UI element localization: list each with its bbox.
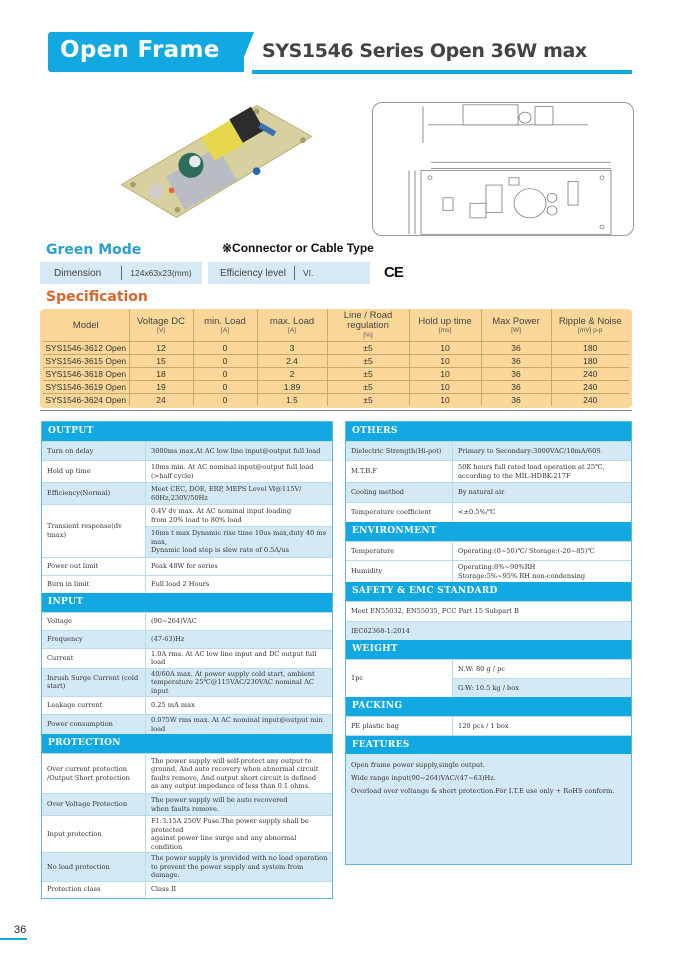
value-line: 0.075W rms max. At AC nominal input@output min load: [151, 716, 323, 733]
row-label: Temperature: [346, 542, 453, 560]
table-cell: 3: [257, 341, 327, 354]
safety-value: Meet EN55032, EN55035, FCC Part 15 Subpart B: [351, 607, 519, 616]
value-line: when faults remove.: [151, 804, 219, 813]
row-value: [146, 816, 332, 852]
table-row: [43, 341, 629, 354]
value-line: (90~264)VAC: [151, 616, 197, 625]
row-label: Current: [42, 649, 146, 668]
table-cell: ±5: [327, 393, 409, 406]
row-label: Voltage: [42, 613, 146, 630]
row-value: [146, 853, 332, 881]
value-line: from 20% load to 80% load: [151, 515, 242, 524]
page-header: [48, 32, 632, 74]
row-value: [146, 442, 332, 460]
table-cell: 36: [481, 393, 551, 406]
protection-header: PROTECTION: [42, 734, 332, 753]
value-line: Operating:8%~90%RH: [458, 563, 536, 571]
table-cell: 10: [409, 380, 481, 393]
value-line: ground, And auto recovery when abnormal circuit: [151, 765, 319, 773]
row-label: Transient response(dv tmax): [42, 505, 146, 557]
column-unit: [mV] p-p: [577, 326, 603, 334]
row-label: Hold up time: [42, 461, 146, 482]
input-row: [42, 714, 332, 734]
value-line: 40/60A max. At power supply cold start, ambient: [151, 669, 315, 678]
others-row: [346, 441, 631, 460]
table-cell: 18: [129, 367, 193, 380]
row-value: [146, 715, 332, 734]
others-rows: [346, 441, 631, 522]
environment-row: [346, 541, 631, 560]
right-spec-panel: [345, 421, 632, 865]
row-value: [453, 461, 631, 482]
feature-item: Overload over voltange & short protection.For I.T.E use only + RoHS conform.: [351, 787, 615, 795]
input-row: [42, 696, 332, 714]
column-label: Ripple & Noise: [558, 316, 622, 327]
column-label: Line / Road regulation: [343, 310, 393, 331]
row-value: [146, 613, 332, 630]
value-line: 0.25 mA max: [151, 701, 195, 710]
product-photo: [110, 90, 325, 230]
row-value: [146, 461, 332, 482]
table-cell: 0: [193, 354, 257, 367]
value-line: temperature 25℃@115VAC/230VAC nominal AC input: [151, 678, 314, 695]
column-label: Voltage DC: [136, 316, 186, 327]
value-line: By natural air: [458, 488, 505, 497]
specification-table-wrap: [40, 309, 632, 408]
table-cell: 180: [551, 341, 629, 354]
safety-row: [346, 621, 631, 640]
value-line: as any output impedance of less than 0.1 ohms.: [151, 782, 311, 790]
row-label: Dielectric Strength(Hi-pot): [346, 442, 453, 460]
value-line: Dynamic load step is slew rate of 0.5A/us: [151, 546, 289, 554]
ce-mark-icon: CE: [384, 264, 403, 281]
table-body: [43, 341, 629, 406]
mechanical-drawing: [372, 102, 634, 236]
column-header: [551, 309, 629, 341]
drawing-svg: [373, 103, 634, 236]
value-line: F1:3.15A 250V Fuse.The power supply shall be protected: [151, 817, 309, 834]
features-header: FEATURES: [346, 735, 631, 754]
table-cell: ±5: [327, 367, 409, 380]
table-cell: 36: [481, 354, 551, 367]
others-row: [346, 502, 631, 522]
column-header: [481, 309, 551, 341]
others-header: OTHERS: [346, 422, 631, 441]
value-line: 10ms min. At AC nominal input@output full load: [151, 463, 314, 471]
packing-value: 120 pcs / 1 box: [458, 721, 509, 730]
table-cell: 10: [409, 393, 481, 406]
separator: [121, 266, 122, 280]
table-cell: 240: [551, 367, 629, 380]
table-cell: 12: [129, 341, 193, 354]
packing-header: PACKING: [346, 697, 631, 716]
page-number: 36: [14, 924, 27, 936]
environment-header: ENVIRONMENT: [346, 522, 631, 541]
value-line: The power supply will be auto recovered: [151, 796, 288, 804]
column-header: [327, 309, 409, 341]
value-line: against power line surge and any abnormal condition: [151, 834, 297, 851]
gross-weight: G.W: 10.5 kg / box: [453, 678, 631, 697]
packing-key: PE plastic bag: [346, 717, 453, 735]
table-cell: 10: [409, 341, 481, 354]
row-label: Humidity: [346, 561, 453, 582]
column-unit: [W]: [511, 326, 521, 334]
value-line: Storage:5%~95% RH non-condensing: [458, 571, 586, 580]
row-label: Frequency: [42, 631, 146, 648]
table-header-row: [43, 309, 629, 341]
row-label: Inrush Surge Current (cold start): [42, 669, 146, 697]
column-header: [43, 309, 129, 341]
model-cell: SYS1546-3624 Open: [43, 393, 129, 406]
value-line: 0.4V dv max. At AC nominal input loading: [151, 507, 292, 515]
table-cell: ±5: [327, 354, 409, 367]
value-line: Full load 2 Hours: [151, 579, 210, 588]
safety-row: [346, 601, 631, 621]
table-cell: 19: [129, 380, 193, 393]
weight-values: [453, 660, 631, 697]
output-row: [42, 575, 332, 593]
column-unit: [A]: [288, 326, 296, 334]
row-label: Input protection: [42, 816, 146, 852]
row-value: [146, 631, 332, 648]
value-line: according to the MIL-HDBK-217F: [458, 471, 571, 480]
value-line: Peak 48W for series: [151, 561, 218, 570]
output-header: OUTPUT: [42, 422, 332, 441]
others-row: [346, 460, 631, 482]
row-label: No load protection: [42, 853, 146, 881]
weight-key: 1pc: [346, 660, 453, 697]
table-cell: 0: [193, 367, 257, 380]
value-line: 60Hz,230V/50Hz: [151, 493, 208, 502]
row-label: Over Voltage Protection: [42, 794, 146, 815]
row-label: Protection class: [42, 882, 146, 898]
row-label: Leakage current: [42, 697, 146, 714]
safety-header: SAFETY & EMC STANDARD: [346, 582, 631, 601]
column-header: [257, 309, 327, 341]
output-row: [42, 441, 332, 460]
separator: [294, 266, 295, 280]
header-tag: Open Frame: [60, 37, 220, 63]
net-weight: N.W: 80 g / pc: [458, 664, 505, 673]
value-line: faults remove, And output short circuit is defined: [151, 773, 317, 782]
row-value: [146, 754, 332, 793]
column-label: Model: [72, 319, 99, 331]
output-row: [42, 557, 332, 575]
specification-title: Specification: [46, 289, 148, 305]
table-cell: 10: [409, 367, 481, 380]
connector-note: ※Connector or Cable Type: [222, 241, 374, 255]
column-unit: [A]: [221, 326, 229, 334]
output-row: [42, 460, 332, 482]
column-unit: [V]: [157, 326, 165, 334]
row-value: [146, 794, 332, 815]
specification-table: [43, 309, 629, 406]
row-value: [146, 483, 332, 504]
row-value: [146, 697, 332, 714]
protection-rows: [42, 753, 332, 898]
protection-row: [42, 793, 332, 815]
value-line: The power supply is provided with no load operation: [151, 854, 328, 862]
column-header: [193, 309, 257, 341]
environment-rows: [346, 541, 631, 582]
feature-item: Wide range input(90~264)VAC/(47~63)Hz.: [351, 774, 496, 782]
row-label: Turn on delay: [42, 442, 146, 460]
value-line: (>half cycle): [151, 471, 194, 480]
protection-row: [42, 815, 332, 852]
value-line: Meet CEC, DOE, ERP, MEPS Level Ⅵ@115V/: [151, 485, 302, 493]
row-value: [146, 882, 332, 898]
column-header: [129, 309, 193, 341]
table-cell: 1.5: [257, 393, 327, 406]
input-row: [42, 612, 332, 630]
output-rows: [42, 441, 332, 593]
column-label: max. Load: [269, 316, 315, 327]
dimension-label: Dimension: [54, 267, 102, 279]
output-row: [42, 482, 332, 504]
value-line: <±0.5%/℃: [458, 508, 496, 517]
protection-row: [42, 753, 332, 793]
row-value-part: [146, 526, 332, 557]
section-divider: [40, 410, 632, 411]
table-cell: 36: [481, 367, 551, 380]
row-label: Power out limit: [42, 558, 146, 575]
value-line: 1.0A rms. At AC low line input and DC output full load: [151, 649, 317, 666]
value-line: to prevent the power supply and system from damage.: [151, 862, 304, 879]
table-cell: 36: [481, 341, 551, 354]
value-line: Class II: [151, 885, 177, 894]
table-cell: ±5: [327, 380, 409, 393]
input-rows: [42, 612, 332, 735]
row-label: Cooling method: [346, 483, 453, 502]
packing-row: [346, 716, 631, 735]
table-cell: 180: [551, 354, 629, 367]
column-label: Hold up time: [418, 316, 472, 327]
header-tag-slant: [238, 32, 254, 72]
value-line: 50K hours full rated load operation at 25℃,: [458, 463, 605, 471]
page-number-underline: [0, 938, 27, 940]
feature-item: Open frame power supply,single output.: [351, 761, 485, 769]
input-header: INPUT: [42, 593, 332, 612]
left-spec-panel: [41, 421, 333, 899]
environment-row: [346, 560, 631, 582]
column-unit: [ms]: [438, 326, 452, 334]
row-value: [146, 505, 332, 557]
input-row: [42, 648, 332, 668]
value-line: Primary to Secondary:3000VAC/10mA/60S: [458, 446, 601, 455]
row-label: Power consumption: [42, 715, 146, 734]
dimension-box: [40, 262, 202, 284]
protection-row: [42, 881, 332, 898]
table-row: [43, 393, 629, 406]
table-row: [43, 367, 629, 380]
model-cell: SYS1546-3619 Open: [43, 380, 129, 393]
input-row: [42, 668, 332, 697]
weight-row: [346, 659, 631, 697]
value-line: 16ms t max Dynamic rise time 10us max,duty 40 ms max,: [151, 529, 327, 546]
efficiency-box: [208, 262, 370, 284]
protection-row: [42, 852, 332, 881]
row-value: [146, 649, 332, 668]
row-label: M.T.B.F: [346, 461, 453, 482]
row-value: [453, 442, 631, 460]
table-cell: 2.4: [257, 354, 327, 367]
dimension-value: 124x63x23(mm): [130, 268, 192, 278]
weight-header: WEIGHT: [346, 640, 631, 659]
column-unit: [%]: [363, 332, 373, 339]
input-row: [42, 630, 332, 648]
header-underline: [252, 70, 632, 74]
features-list: [346, 754, 631, 864]
table-cell: 0: [193, 393, 257, 406]
table-cell: ±5: [327, 341, 409, 354]
table-cell: 24: [129, 393, 193, 406]
table-row: [43, 354, 629, 367]
column-label: min. Load: [204, 316, 246, 327]
value-line: (47-63)Hz: [151, 634, 185, 643]
row-value: [146, 558, 332, 575]
table-cell: 2: [257, 367, 327, 380]
model-cell: SYS1546-3615 Open: [43, 354, 129, 367]
page-title: SYS1546 Series Open 36W max: [262, 40, 587, 62]
table-cell: 10: [409, 354, 481, 367]
safety-value: IEC62368-1:2014: [351, 626, 410, 635]
row-value-part: [146, 505, 332, 526]
column-header: [409, 309, 481, 341]
row-label: Burn in limit: [42, 576, 146, 593]
table-cell: 240: [551, 393, 629, 406]
table-row: [43, 380, 629, 393]
row-value: [453, 561, 631, 582]
table-cell: 1.89: [257, 380, 327, 393]
row-value: [453, 503, 631, 522]
row-label: Efficiency(Normal): [42, 483, 146, 504]
row-value: [146, 576, 332, 593]
efficiency-label: Efficiency level: [220, 267, 286, 279]
green-mode-title: Green Mode: [46, 242, 142, 258]
row-value: [146, 669, 332, 697]
table-cell: 0: [193, 341, 257, 354]
model-cell: SYS1546-3612 Open: [43, 341, 129, 354]
efficiency-value: VI.: [302, 268, 314, 278]
table-cell: 36: [481, 380, 551, 393]
others-row: [346, 482, 631, 502]
value-line: The power supply will self-protect any output to: [151, 756, 312, 765]
table-cell: 15: [129, 354, 193, 367]
row-label: Temperature coefficient: [346, 503, 453, 522]
model-cell: SYS1546-3618 Open: [43, 367, 129, 380]
table-cell: 0: [193, 380, 257, 393]
row-value: [453, 483, 631, 502]
value-line: 3000ms max.At AC low line input@output full load: [151, 446, 321, 455]
row-label: Over current protection /Output Short protection: [42, 754, 146, 793]
output-row: [42, 504, 332, 557]
row-value: [453, 542, 631, 560]
column-label: Max Power: [492, 316, 540, 327]
value-line: Operating:(0~50)℃/ Storage:(-20~85)℃: [458, 546, 595, 555]
table-cell: 240: [551, 380, 629, 393]
